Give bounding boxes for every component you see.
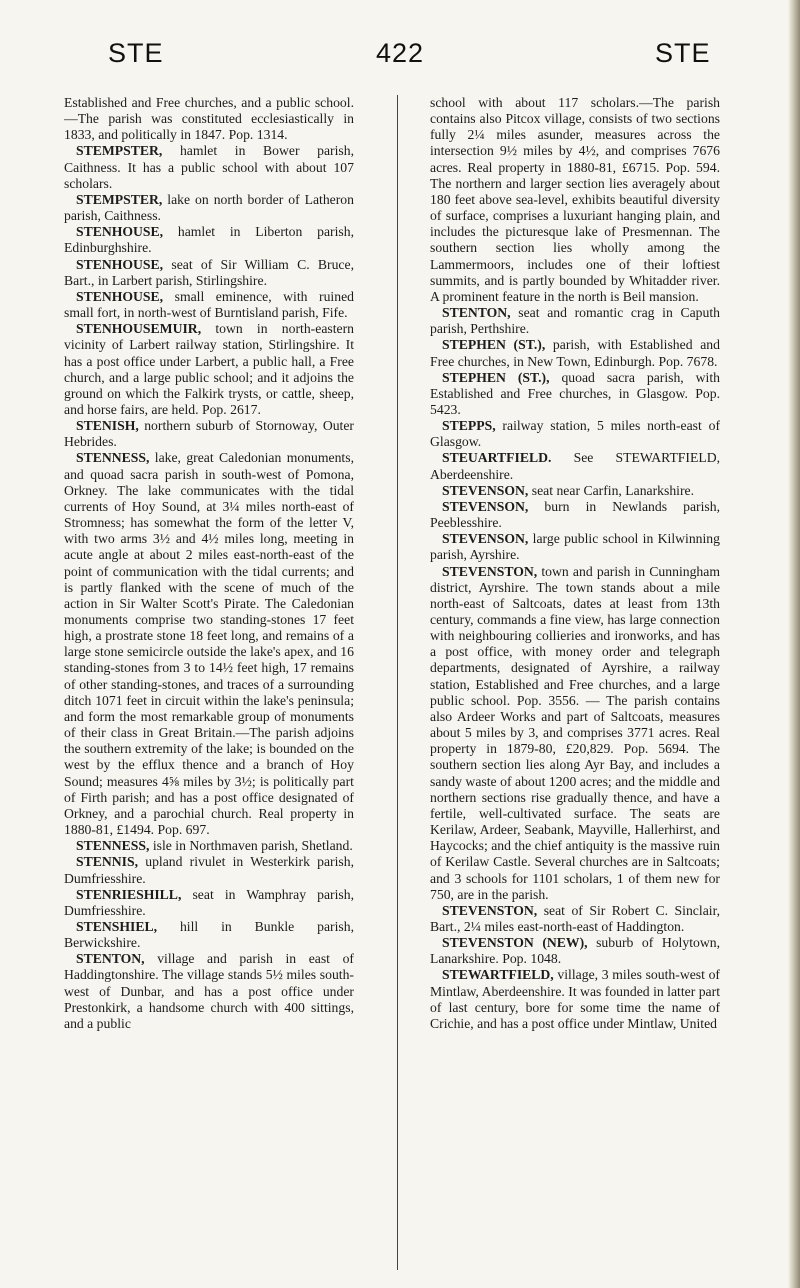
entry-text: seat and romantic crag in Caputh parish, Perthshire. xyxy=(430,305,720,337)
entry-text: isle in Northmaven parish, Shetland. xyxy=(149,838,353,854)
entry-text: lake, great Caledonian monuments, and quoad sacra parish in south-west of Pomona, Orkney. The lake communicates with the tidal currents of Hoy Sound, at 3¼ miles north-east of Stromness; has somewhat the form of the letter V, with two arms 3½ and 4½ miles long, meeting in acute angle at about 2 miles east-north-east of the point of communication with the tidal currents; and is partly flanked with the scene of much of the action in Sir Walter Scott's Pirate. The Caledonian monuments comprise two standing-stones 17 feet high, a prostrate stone 18 feet long, and remains of a large stone semicircle outside the lake's apex, and 16 standing-stones from 3 to 14½ feet high, 17 remains of other standing-stones, and traces of a surrounding ditch 1071 feet in circuit within the lake's peninsula; and form the most remarkable group of monuments of their class in Great Britain.—The parish adjoins the southern extremity of the lake; is bounded on the west by the efflux thence and a branch of Hoy Sound; measures 4⅝ miles by 3½; is politically part of Firth parish; and has a post office designated of Orkney, and a parochial church. Real property in 1880-81, £1494. Pop. 697. xyxy=(64,450,354,838)
entry-headword: STENHOUSE, xyxy=(76,224,164,240)
entry-headword: STENHOUSEMUIR, xyxy=(76,321,202,337)
gazetteer-entry xyxy=(64,838,354,854)
entry-headword: STEMPSTER, xyxy=(76,143,163,159)
entry-headword: STEVENSTON (NEW), xyxy=(442,935,588,951)
gazetteer-entry xyxy=(430,967,720,1032)
gazetteer-entry xyxy=(430,499,720,531)
entry-headword: STEMPSTER, xyxy=(76,191,163,207)
entry-headword: STENNESS, xyxy=(76,838,150,854)
entry-text: village, 3 miles south-west of Mintlaw, Aberdeenshire. It was founded in latter part of last century, bore for some time the name of Crichie, and has a post office under Mintlaw, United xyxy=(430,967,720,1031)
left-column xyxy=(64,95,354,1275)
entry-headword: STENSHIEL, xyxy=(76,918,158,934)
entry-text: burn in Newlands parish, Peeblesshire. xyxy=(430,498,720,531)
entry-text: quoad sacra parish, with Established and Free churches, in Glasgow. Pop. 5423. xyxy=(430,369,720,417)
entry-text: small eminence, with ruined small fort, in north-west of Burntisland parish, Fife. xyxy=(64,288,354,321)
entry-text: See STEWARTFIELD, Aberdeenshire. xyxy=(430,450,720,482)
entry-headword: STEPHEN (ST.), xyxy=(442,337,546,353)
entry-headword: STEVENSTON, xyxy=(442,563,538,579)
page-edge-shadow xyxy=(788,0,800,1288)
entry-text: seat of Sir William C. Bruce, Bart., in Larbert parish, Stirlingshire. xyxy=(64,256,354,288)
entry-headword: STEPHEN (ST.), xyxy=(442,369,550,385)
entry-text: seat in Wamphray parish, Dumfriesshire. xyxy=(64,886,354,918)
entry-headword: STENHOUSE, xyxy=(76,256,164,272)
gazetteer-entry xyxy=(64,919,354,951)
gazetteer-entry xyxy=(64,321,354,418)
gazetteer-entry xyxy=(64,450,354,838)
entry-text: railway station, 5 miles north-east of Glasgow. xyxy=(430,418,720,450)
gazetteer-entry xyxy=(430,450,720,482)
gazetteer-entry xyxy=(430,337,720,369)
entry-text: parish, with Established and Free churches, in New Town, Edinburgh. Pop. 7678. xyxy=(430,337,720,369)
gazetteer-entry xyxy=(430,531,720,563)
gazetteer-entry xyxy=(430,564,720,903)
right-column xyxy=(430,95,720,1275)
entry-headword: STEVENSTON, xyxy=(442,902,538,918)
entry-headword: STEUARTFIELD. xyxy=(442,450,552,466)
gazetteer-entry xyxy=(430,305,720,337)
entry-headword: STENHOUSE, xyxy=(76,288,164,304)
entry-headword: STEVENSON, xyxy=(442,531,529,547)
gazetteer-entry xyxy=(64,418,354,450)
entry-text: seat of Sir Robert C. Sinclair, Bart., 2¼ miles east-north-east of Haddington. xyxy=(430,902,720,934)
entry-text: hamlet in Bower parish, Caithness. It has a public school with about 107 scholars. xyxy=(64,143,354,191)
gazetteer-entry xyxy=(64,143,354,191)
gazetteer-entry xyxy=(64,192,354,224)
entry-text: upland rivulet in Westerkirk parish, Dumfriesshire. xyxy=(64,854,354,886)
entry-text: lake on north border of Latheron parish, Caithness. xyxy=(64,191,354,224)
entry-text: Established and Free churches, and a public school.—The parish was constituted ecclesiastically in 1833, and politically in 1847. Pop. 1314. xyxy=(64,95,354,143)
entry-text: large public school in Kilwinning parish, Ayrshire. xyxy=(430,531,720,563)
entry-text: hamlet in Liberton parish, Edinburghshire. xyxy=(64,224,354,256)
entry-headword: STENTON, xyxy=(442,305,511,321)
gazetteer-entry xyxy=(64,289,354,321)
entry-text: town and parish in Cunningham district, Ayrshire. The town stands about a mile north-east of Saltcoats, dates at least from 13th century, commands a fine view, has large connection with neighbouring collieries and ironworks, and has a post office, with money order and telegraph departments, designated of Ayrshire, a railway station, Established and Free churches, and a large public school. Pop. 3556. — The parish contains also Ardeer Works and part of Saltcoats, measures about 5 miles by 3, and comprises 3771 acres. Real property in 1879-80, £20,829. Pop. 5694. The southern section lies along Ayr Bay, and includes a sandy waste of about 1200 acres; and the middle and northern sections rise gradually thence, and have a fertile, well-cultivated surface. The seats are Kerilaw, Ardeer, Seabank, Mayville, Hallerhirst, and Haycocks; and the chief antiquity is the massive ruin of Kerilaw Castle. Several churches are in Saltcoats; and 3 schools for 1101 scholars, 1 of them new for 750, are in the parish. xyxy=(430,563,720,902)
gazetteer-entry xyxy=(430,418,720,450)
page-number: 422 xyxy=(375,38,425,68)
gazetteer-entry xyxy=(430,903,720,935)
gazetteer-entry xyxy=(64,854,354,886)
entry-headword: STENISH, xyxy=(76,418,139,434)
entry-headword: STEWARTFIELD, xyxy=(442,967,554,983)
header-right-word: STE xyxy=(655,38,711,68)
entry-headword: STEPPS, xyxy=(442,418,496,434)
entry-text: village and parish in east of Haddingtonshire. The village stands 5½ miles south-west of Dunbar, and has a post office under Prestonkirk, a handsome church with 400 sittings, and a public xyxy=(64,951,354,1031)
gazetteer-entry xyxy=(64,224,354,256)
gazetteer-entry xyxy=(64,887,354,919)
gazetteer-entry xyxy=(430,935,720,967)
entry-headword: STENTON, xyxy=(76,951,145,967)
entry-headword: STEVENSON, xyxy=(442,498,529,514)
entry-text: town in north-eastern vicinity of Larbert railway station, Stirlingshire. It has a post office under Larbert, a public hall, a Free church, and a large public school; and it adjoins the ground on which the Falkirk trysts, or cattle, sheep, and horse fairs, are held. Pop. 2617. xyxy=(64,321,354,417)
entry-headword: STENNIS, xyxy=(76,854,139,870)
gazetteer-entry xyxy=(64,257,354,289)
entry-text: seat near Carfin, Lanarkshire. xyxy=(528,482,695,498)
entry-headword: STENNESS, xyxy=(76,450,150,466)
entry-continuation xyxy=(430,95,720,305)
entry-text: northern suburb of Stornoway, Outer Hebrides. xyxy=(64,418,354,450)
header-left-word: STE xyxy=(108,38,164,68)
entry-headword: STENRIESHILL, xyxy=(76,886,182,902)
gazetteer-entry xyxy=(430,483,720,499)
entry-text: suburb of Holytown, Lanarkshire. Pop. 1048. xyxy=(430,935,720,967)
running-header xyxy=(0,38,800,72)
column-divider xyxy=(397,95,398,1270)
entry-text: hill in Bunkle parish, Berwickshire. xyxy=(64,918,354,951)
gazetteer-entry xyxy=(64,951,354,1032)
gazetteer-entry xyxy=(430,370,720,418)
entry-continuation xyxy=(64,95,354,143)
entry-text: school with about 117 scholars.—The parish contains also Pitcox village, consists of two sections fully 2¼ miles asunder, measures across the intersection 9½ miles by 4½, and comprises 7676 acres. Real property in 1880-81, £6715. Pop. 594. The northern and larger section lies averagely about 180 feet above sea-level, exhibits beautiful diversity of surface, comprises a luxuriant hanging plain, and includes the picturesque lake of Presmennan. The southern section lies wholly among the Lammermoors, includes one of their loftiest summits, and is partly bounded by Whitadder river. A prominent feature in the north is Beil mansion. xyxy=(430,95,720,304)
entry-headword: STEVENSON, xyxy=(442,482,529,498)
